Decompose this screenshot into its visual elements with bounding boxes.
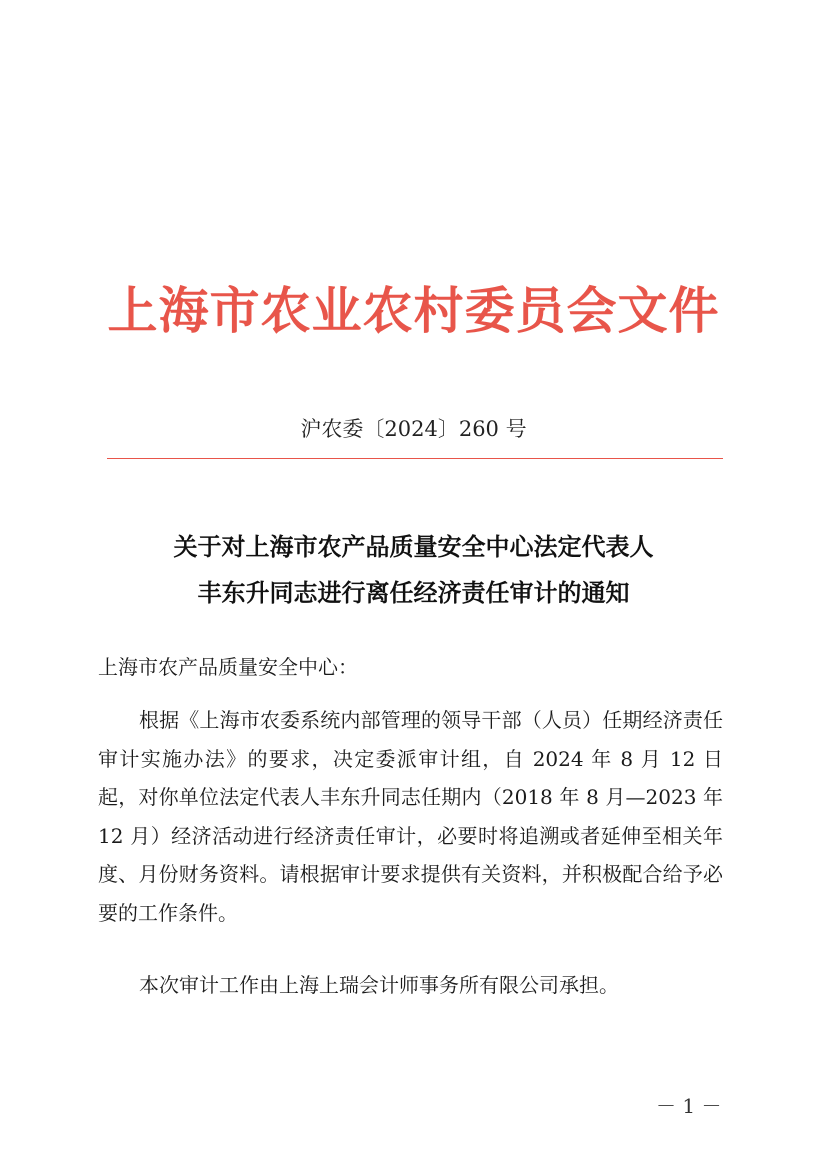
notice-title-line-2: 丰东升同志进行离任经济责任审计的通知 [197, 578, 630, 607]
issuing-authority-title: 上海市农业农村委员会文件 [107, 281, 720, 340]
body-paragraph-2: 本次审计工作由上海上瑞会计师事务所有限公司承担。 [139, 973, 619, 997]
notice-title [0, 524, 827, 616]
page-number: － 1 － [656, 1094, 722, 1118]
body-paragraph-1: 根据《上海市农委系统内部管理的领导干部（人员）任期经济责任审计实施办法》的要求，决定委派审计组，自 2024 年 8 月 12 日起，对你单位法定代表人丰东升同志任期内（2018 年 8 月—2023 年 12 月）经济活动进行经济责任审计，必要时将追溯或者延伸至相关年度、月份财务资料。请根据审计要求提供有关资料，并积极配合给予必要的工作条件。 [98, 708, 723, 925]
document-number: 沪农委〔2024〕260 号 [300, 417, 527, 441]
notice-title-line-1: 关于对上海市农产品质量安全中心法定代表人 [173, 532, 654, 561]
red-separator-line [107, 458, 723, 459]
addressee: 上海市农产品质量安全中心： [98, 655, 358, 679]
